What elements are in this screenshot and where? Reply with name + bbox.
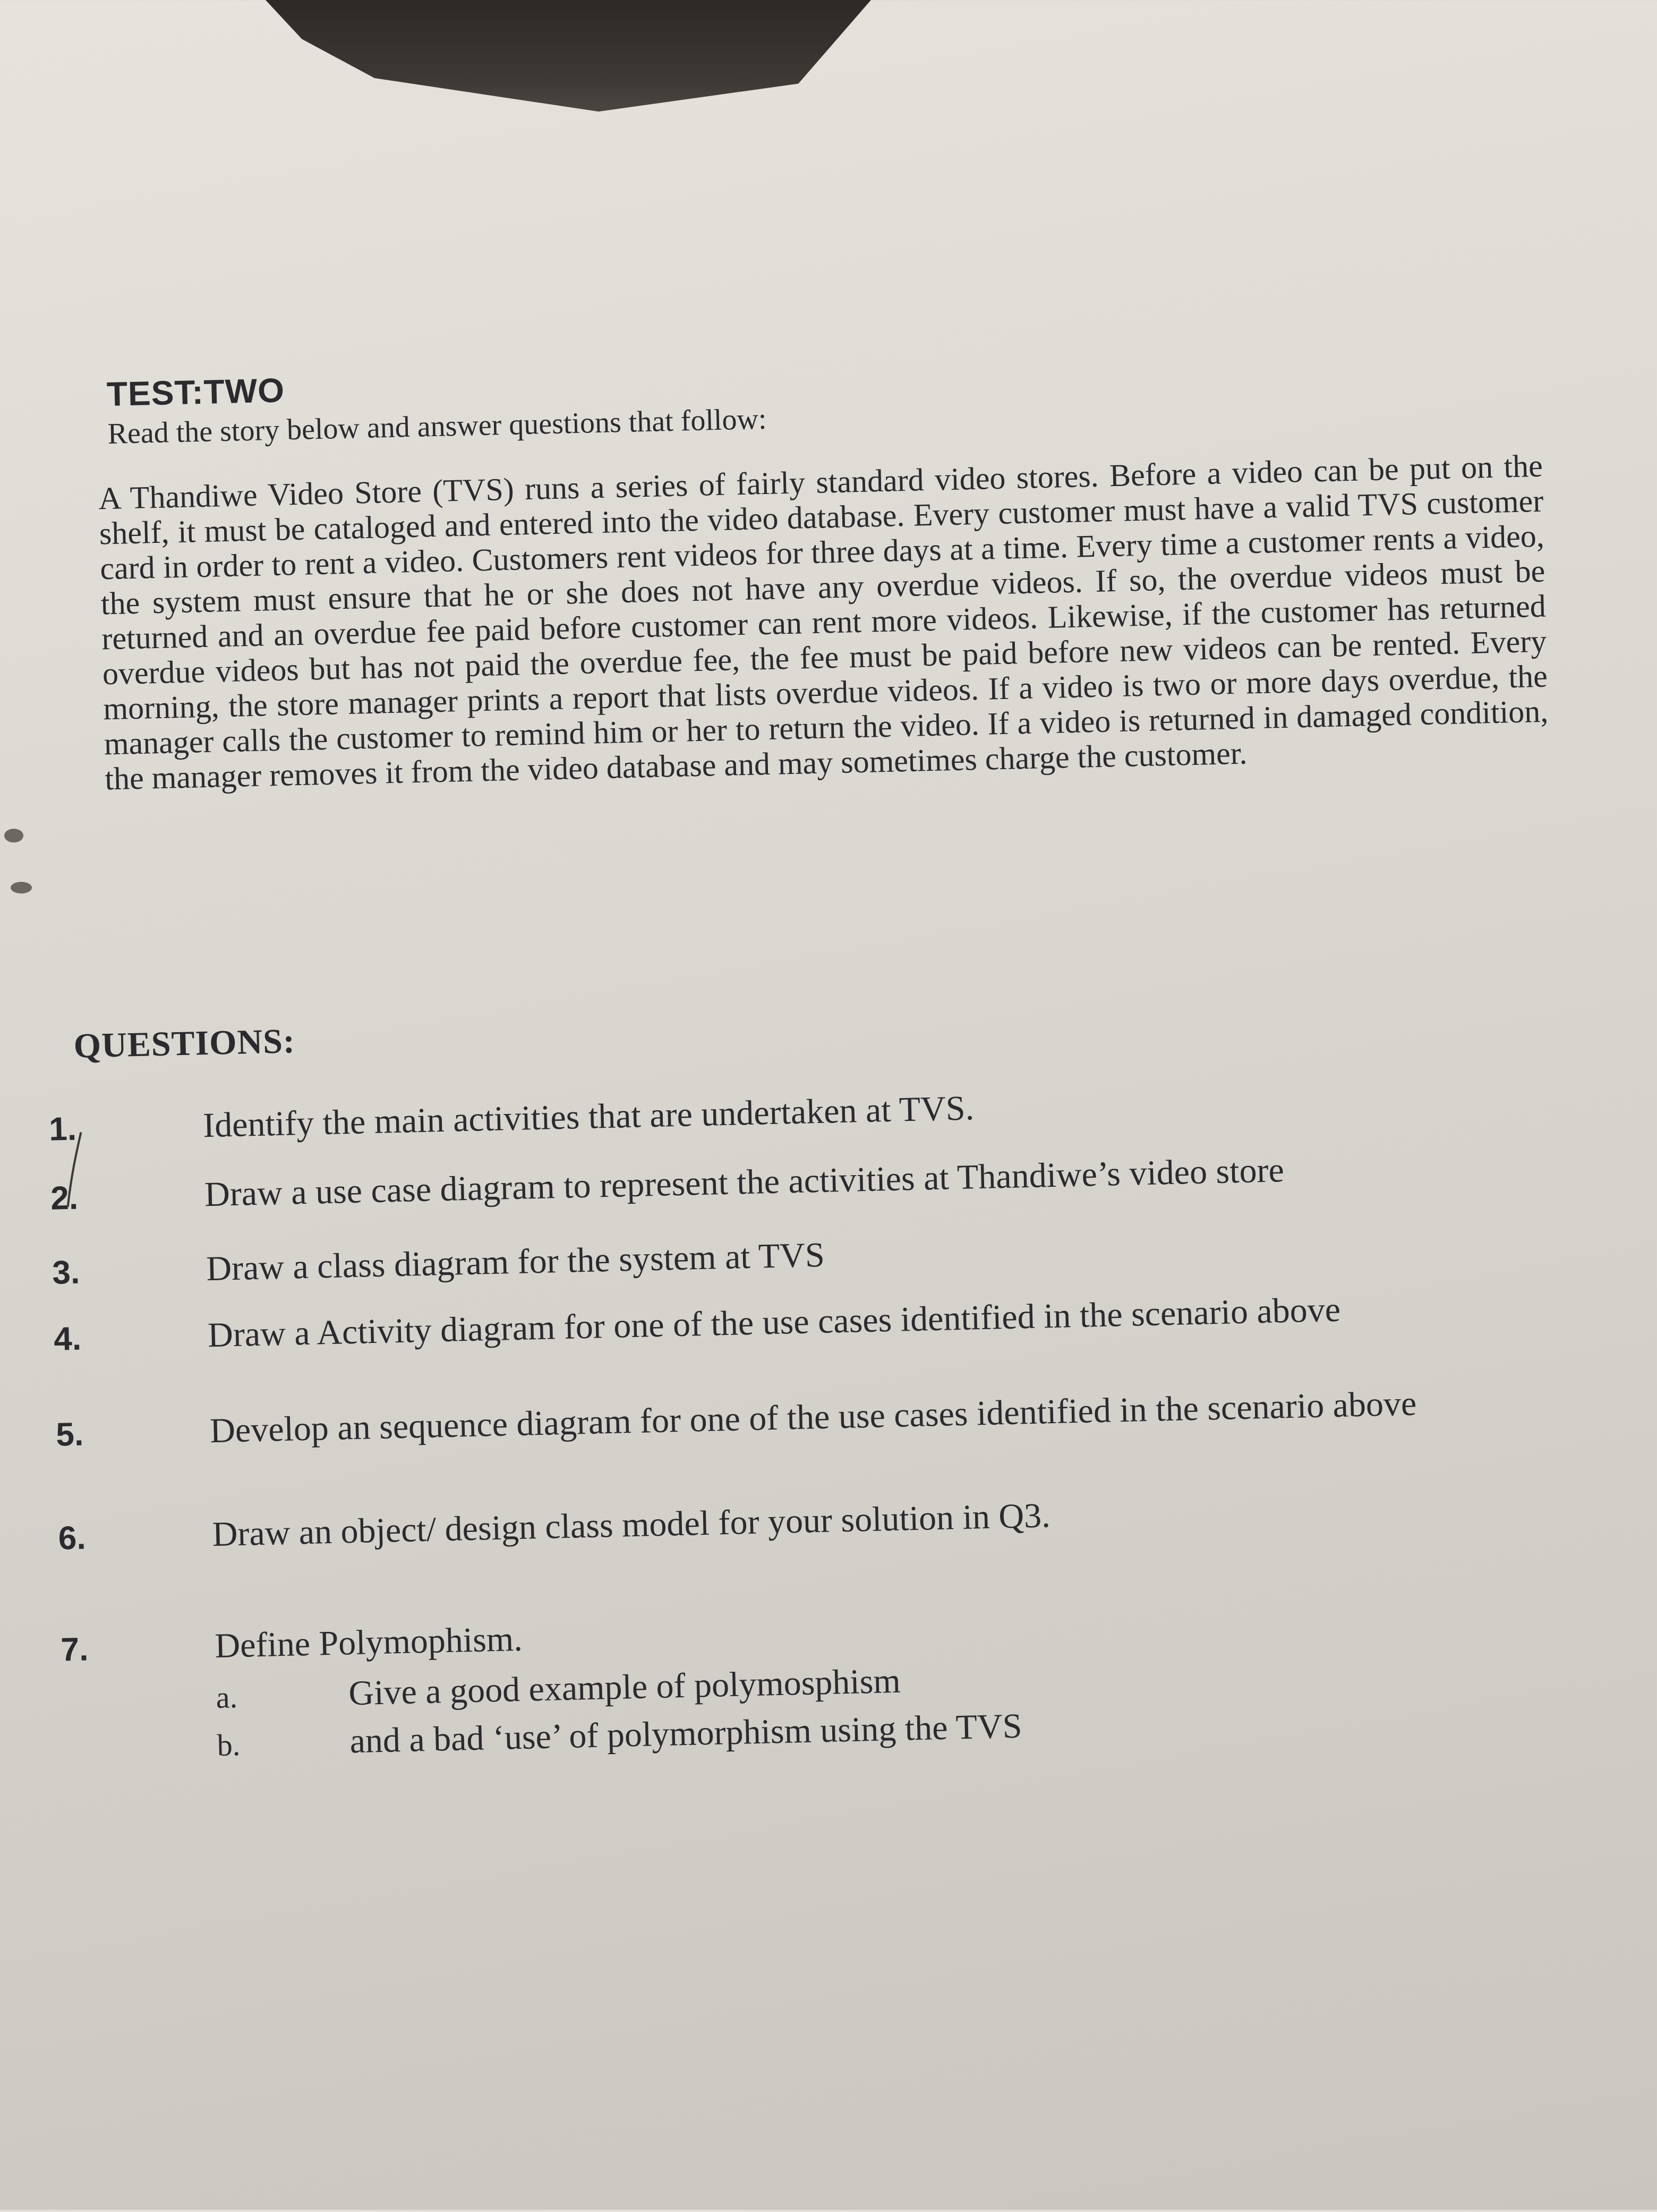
question-number: 7. <box>60 1631 89 1669</box>
question-text: Define Polymophism. <box>214 1619 523 1665</box>
sub-question-letter: b. <box>216 1727 241 1763</box>
instructions: Read the story below and answer questions that follow: <box>107 402 767 450</box>
question-number: 6. <box>58 1519 87 1557</box>
question-1 <box>48 1074 1589 1150</box>
question-text: Identify the main activities that are undertaken at TVS. <box>202 1088 975 1145</box>
question-number: 3. <box>52 1254 80 1291</box>
question-text: Draw a Activity diagram for one of the use cases identified in the scenario above <box>207 1290 1341 1355</box>
question-text: Draw a use case diagram to represent the activities at Thandiwe’s video store <box>204 1151 1285 1214</box>
question-text: Draw a class diagram for the system at TVS <box>206 1235 825 1289</box>
question-number: 2. <box>50 1179 79 1217</box>
pencil-mark <box>54 1127 99 1234</box>
question-2 <box>50 1143 1591 1219</box>
sub-question-text: and a bad ‘use’ of polymorphism using the TVS <box>349 1706 1023 1761</box>
sub-question-b <box>217 1706 1022 1765</box>
sub-question-letter: a. <box>215 1680 238 1715</box>
question-text: Draw an object/ design class model for your solution in Q3. <box>211 1496 1051 1554</box>
sub-question-a <box>216 1661 901 1717</box>
question-number: 1. <box>48 1110 77 1148</box>
questions-heading: QUESTIONS: <box>73 1022 296 1066</box>
question-3 <box>52 1218 1593 1293</box>
question-text: Develop an sequence diagram for one of the use cases identified in the scenario above <box>209 1384 1417 1451</box>
test-title: TEST:TWO <box>106 371 285 413</box>
question-number: 4. <box>53 1320 82 1358</box>
question-5 <box>56 1380 1596 1455</box>
question-number: 5. <box>55 1416 84 1453</box>
sub-question-text: Give a good example of polymosphism <box>348 1661 901 1713</box>
question-4 <box>53 1284 1594 1359</box>
question-7 <box>61 1595 1601 1670</box>
question-6 <box>58 1483 1599 1559</box>
story-paragraph: A Thandiwe Video Store (TVS) runs a series of fairly standard video stores. Before a video can be put on the shelf, it must be cataloged and entered into the video database. Every customer must have a valid TVS customer card in order to rent a video. Customers rent videos for three days at a time. Every time a customer rents a video, the system must ensure that he or she does not have any overdue videos. If so, the overdue videos must be returned and an overdue fee paid before customer can rent more videos. Likewise, if the customer has returned overdue videos but has not paid the overdue fee, the fee must be paid before new videos can be rented. Every morning, the store manager prints a report that lists overdue videos. If a video is two or more days overdue, the manager calls the customer to remind him or her to return the video. If a video is returned in damaged condition, the manager removes it from the video database and may sometimes charge the customer. <box>98 448 1549 797</box>
